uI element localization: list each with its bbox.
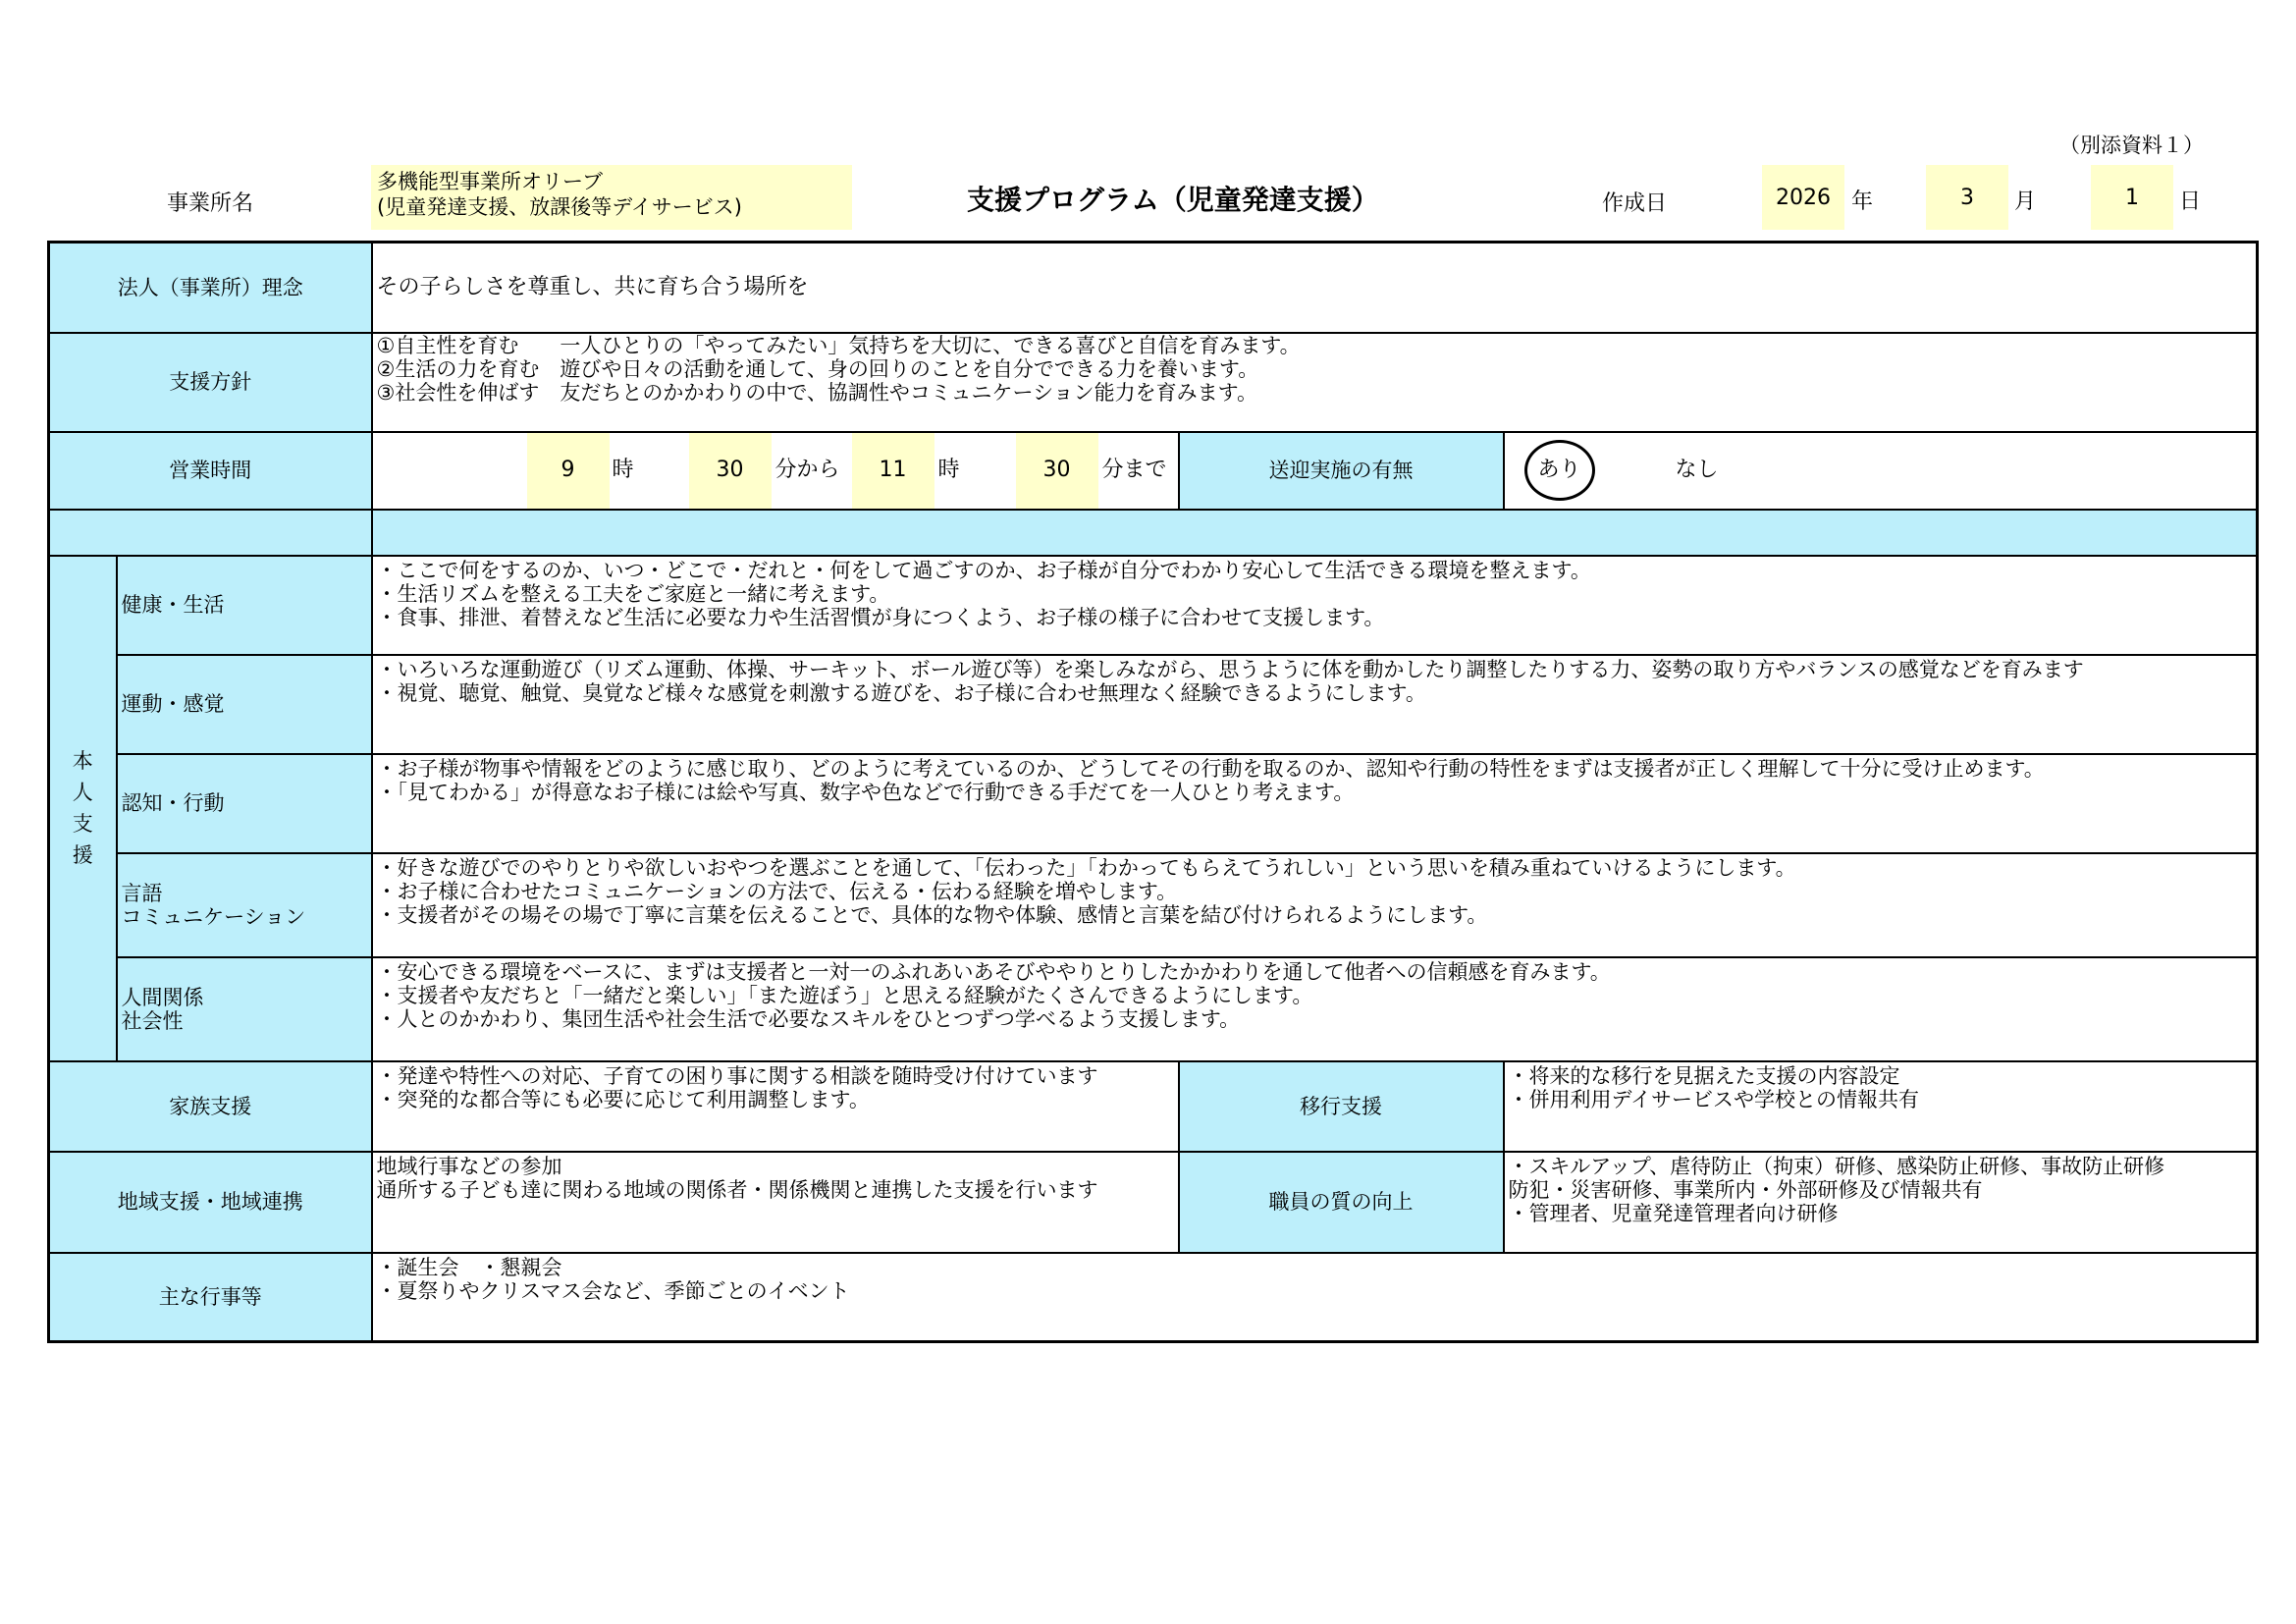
cognition-cell[interactable] bbox=[372, 754, 2258, 853]
health-life-text: ・ここで何をするのか、いつ・どこで・だれと・何をして過ごすのか、お子様が自分でわかり安心して生活できる環境を整えます。 ・生活リズムを整える工夫をご家庭と一緒に考えます。 ・食事、排泄、着替えなど生活に必要な力や生活習慣が身につくよう、お子様の様子に合わせて支援します。 bbox=[376, 558, 1591, 629]
personal-support-label: 本人支援 bbox=[49, 556, 117, 1061]
month-unit: 月 bbox=[2014, 189, 2037, 214]
month-field[interactable]: 3 bbox=[1926, 165, 2008, 230]
staff-quality-label: 職員の質の向上 bbox=[1179, 1152, 1504, 1253]
events-text: ・誕生会 ・懇親会 ・夏祭りやクリスマス会など、季節ごとのイベント bbox=[376, 1255, 850, 1303]
transition-support-cell[interactable] bbox=[1504, 1061, 2258, 1152]
support-program-table bbox=[47, 241, 2259, 1343]
philosophy-text: その子らしさを尊重し、共に育ち合う場所を bbox=[376, 274, 809, 299]
transport-yes-option[interactable]: あり bbox=[1524, 440, 1595, 501]
community-text: 地域行事などの参加 通所する子ども達に関わる地域の関係者・関係機関と連携した支援を行います bbox=[376, 1154, 1098, 1202]
from-unit: 分から bbox=[774, 458, 840, 482]
office-name-line2: (児童発達支援、放課後等デイサービス) bbox=[377, 195, 742, 219]
community-staff-row bbox=[49, 1152, 2258, 1253]
end-hour-field[interactable]: 11 bbox=[852, 433, 934, 509]
family-support-cell[interactable] bbox=[372, 1061, 1179, 1152]
end-hour-unit: 時 bbox=[937, 458, 960, 482]
health-life-cell[interactable] bbox=[372, 556, 2258, 655]
transport-label: 送迎実施の有無 bbox=[1179, 432, 1504, 510]
page-title: 支援プログラム（児童発達支援） bbox=[967, 184, 1379, 216]
transition-support-text: ・将来的な移行を見据えた支援の内容設定 ・併用利用デイサービスや学校との情報共有 bbox=[1508, 1063, 1920, 1111]
hours-row bbox=[49, 432, 2258, 510]
family-support-label: 家族支援 bbox=[49, 1061, 372, 1152]
language-label: 言語 コミュニケーション bbox=[117, 853, 372, 957]
motor-sense-label: 運動・感覚 bbox=[117, 655, 372, 754]
policy-line-1: ①自主性を育む 一人ひとりの「やってみたい」気持ちを大切に、できる喜びと自信を育みます。 bbox=[376, 333, 1301, 357]
motor-sense-text: ・いろいろな運動遊び（リズム運動、体操、サーキット、ボール遊び等）を楽しみながら、思うように体を動かしたり調整したりする力、姿勢の取り方やバランスの感覚などを育みます ・視覚、聴覚、触覚、臭覚など様々な感覚を刺激する遊びを、お子様に合わせ無理なく経験できるようにします。 bbox=[376, 657, 2084, 705]
policy-row bbox=[49, 333, 2258, 432]
day-field[interactable]: 1 bbox=[2091, 165, 2173, 230]
philosophy-cell[interactable] bbox=[372, 243, 2258, 333]
office-name-line1: 多機能型事業所オリーブ bbox=[377, 170, 603, 193]
transition-support-label: 移行支援 bbox=[1179, 1061, 1504, 1152]
year-field[interactable]: 2026 bbox=[1762, 165, 1844, 230]
personal-row-language bbox=[49, 853, 2258, 957]
start-min-field[interactable]: 30 bbox=[689, 433, 772, 509]
staff-quality-text: ・スキルアップ、虐待防止（拘束）研修、感染防止研修、事故防止研修 防犯・災害研修、事業所内・外部研修及び情報共有 ・管理者、児童発達管理者向け研修 bbox=[1508, 1154, 2165, 1225]
band-left bbox=[49, 510, 372, 556]
motor-sense-cell[interactable] bbox=[372, 655, 2258, 754]
hours-label: 営業時間 bbox=[49, 432, 372, 510]
community-label: 地域支援・地域連携 bbox=[49, 1152, 372, 1253]
social-label: 人間関係 社会性 bbox=[117, 957, 372, 1061]
transport-cell bbox=[1504, 432, 2258, 510]
language-cell[interactable] bbox=[372, 853, 2258, 957]
attachment-note: （別添資料１） bbox=[2059, 134, 2204, 157]
until-unit: 分まで bbox=[1101, 458, 1167, 482]
personal-row-cognition bbox=[49, 754, 2258, 853]
personal-row-health bbox=[49, 556, 2258, 655]
band-row bbox=[49, 510, 2258, 556]
day-unit: 日 bbox=[2179, 189, 2202, 214]
cognition-label: 認知・行動 bbox=[117, 754, 372, 853]
personal-row-motor bbox=[49, 655, 2258, 754]
family-support-text: ・発達や特性への対応、子育ての困り事に関する相談を随時受け付けています ・突発的な都合等にも必要に応じて利用調整します。 bbox=[376, 1063, 1098, 1111]
community-cell[interactable] bbox=[372, 1152, 1179, 1253]
social-cell[interactable] bbox=[372, 957, 2258, 1061]
start-hour-field[interactable]: 9 bbox=[527, 433, 610, 509]
events-label: 主な行事等 bbox=[49, 1253, 372, 1342]
policy-line-3: ③社会性を伸ばす 友だちとのかかわりの中で、協調性やコミュニケーション能力を育みます。 bbox=[376, 380, 1257, 405]
philosophy-label: 法人（事業所）理念 bbox=[49, 243, 372, 333]
philosophy-row bbox=[49, 243, 2258, 333]
office-name-field[interactable] bbox=[371, 165, 852, 230]
policy-cell[interactable] bbox=[372, 333, 2258, 432]
transport-no-option[interactable]: なし bbox=[1675, 458, 1719, 482]
start-hour-unit: 時 bbox=[612, 458, 634, 482]
events-row bbox=[49, 1253, 2258, 1342]
health-life-label: 健康・生活 bbox=[117, 556, 372, 655]
date-label: 作成日 bbox=[1602, 191, 1668, 216]
social-text: ・安心できる環境をベースに、まずは支援者と一対一のふれあいあそびややりとりしたかかわりを通して他者への信頼感を育みます。 ・支援者や友だちと「一緒だと楽しい」「また遊ぼう」と思える経験がたくさんできるようにします。 ・人とのかかわり、集団生活や社会生活で必要なスキルをひとつずつ学べるよう支援します。 bbox=[376, 959, 1611, 1031]
year-unit: 年 bbox=[1851, 189, 1874, 214]
band-right bbox=[372, 510, 2258, 556]
office-name-label: 事業所名 bbox=[167, 191, 254, 216]
policy-label: 支援方針 bbox=[49, 333, 372, 432]
cognition-text: ・お子様が物事や情報をどのように感じ取り、どのように考えているのか、どうしてその行動を取るのか、認知や行動の特性をまずは支援者が正しく理解して十分に受け止めます。 ・「見てわかる」が得意なお子様には絵や写真、数字や色などで行動できる手だてを一人ひとり考えます。 bbox=[376, 756, 2045, 804]
events-cell[interactable] bbox=[372, 1253, 2258, 1342]
staff-quality-cell[interactable] bbox=[1504, 1152, 2258, 1253]
policy-line-2: ②生活の力を育む 遊びや日々の活動を通して、身の回りのことを自分でできる力を養います。 bbox=[376, 356, 1259, 381]
end-min-field[interactable]: 30 bbox=[1016, 433, 1098, 509]
family-transition-row bbox=[49, 1061, 2258, 1152]
hours-cell bbox=[372, 432, 1179, 510]
personal-row-social bbox=[49, 957, 2258, 1061]
language-text: ・好きな遊びでのやりとりや欲しいおやつを選ぶことを通して、「伝わった」「わかってもらえてうれしい」という思いを積み重ねていけるようにします。 ・お子様に合わせたコミュニケーションの方法で、伝える・伝わる経験を増やします。 ・支援者がその場その場で丁寧に言葉を伝えることで、具体的な物や体験、感情と言葉を結び付けられるようにします。 bbox=[376, 855, 1796, 927]
